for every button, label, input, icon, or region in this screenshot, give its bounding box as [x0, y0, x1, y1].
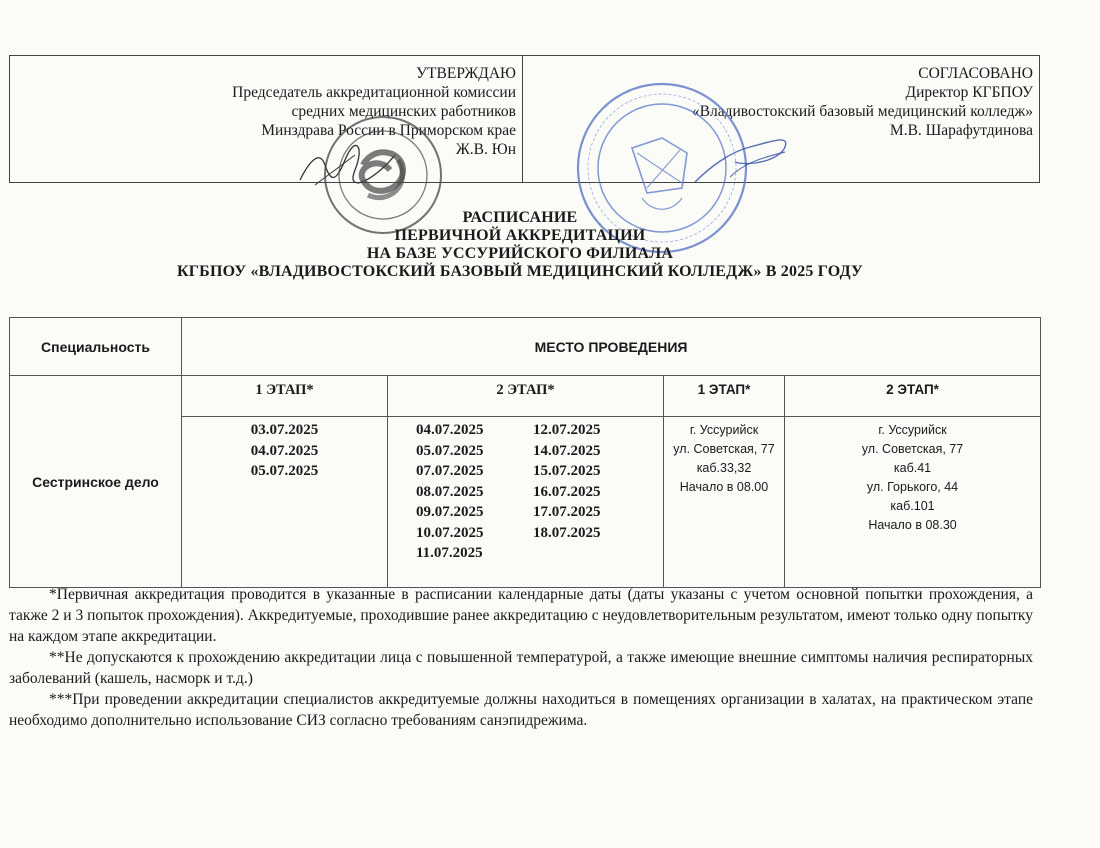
schedule-table — [9, 317, 1041, 588]
agreed-signatory: М.В. Шарафутдинова — [889, 122, 1033, 139]
date-item: 07.07.2025 — [416, 463, 484, 479]
date-item: 14.07.2025 — [533, 442, 601, 459]
approve-position-line2: средних медицинских работников — [291, 103, 516, 120]
header-place: МЕСТО ПРОВЕДЕНИЯ — [182, 318, 1041, 376]
agreed-position: Директор КГБПОУ — [905, 84, 1033, 101]
stage2-dates-list-a — [388, 420, 525, 564]
stage2-place-cell — [785, 417, 1041, 588]
approval-right — [523, 56, 1039, 182]
date-item: 18.07.2025 — [533, 524, 601, 541]
approve-position-line3: Минздрава России в Приморском крае — [261, 122, 516, 139]
date-item: 12.07.2025 — [533, 422, 601, 438]
place-line: ул. Советская, 77 — [673, 442, 775, 456]
stage1-place-cell — [664, 417, 785, 588]
approve-heading: УТВЕРЖДАЮ — [416, 65, 516, 82]
stage1-place-label: 1 ЭТАП* — [664, 376, 785, 417]
agreed-heading: СОГЛАСОВАНО — [918, 65, 1033, 82]
date-item: 05.07.2025 — [250, 463, 319, 479]
footnote-3: ***При проведении аккредитации специалистов аккредитуемые должны находиться в помещениях организации в халатах, на практическом этапе необходимо дополнительно использование СИЗ согласно требованиям санэпидрежима. — [9, 691, 1033, 729]
document-title — [0, 209, 1040, 281]
title-line-4: КГБПОУ «ВЛАДИВОСТОКСКИЙ БАЗОВЫЙ МЕДИЦИНСКИЙ КОЛЛЕДЖ» В 2025 ГОДУ — [176, 263, 863, 280]
place-line: ул. Горького, 44 — [866, 480, 959, 494]
stage1-dates-list — [182, 420, 387, 482]
place-line: каб.101 — [890, 499, 935, 513]
footnotes — [9, 584, 1033, 731]
header-specialty: Специальность — [10, 318, 182, 376]
stage2-dates-list-b — [525, 420, 601, 564]
table-header-row — [10, 318, 1041, 376]
date-item: 16.07.2025 — [533, 483, 601, 500]
stage2-dates-cell — [388, 417, 664, 588]
date-item: 09.07.2025 — [416, 504, 484, 520]
place-line: Начало в 08.30 — [868, 518, 957, 532]
title-line-2: ПЕРВИЧНОЙ АККРЕДИТАЦИИ — [394, 227, 646, 244]
table-row — [10, 376, 1041, 417]
specialty-cell: Сестринское дело — [10, 376, 182, 588]
title-line-3: НА БАЗЕ УССУРИЙСКОГО ФИЛИАЛА — [366, 245, 674, 262]
date-item: 03.07.2025 — [250, 422, 319, 438]
approval-left — [10, 56, 523, 182]
stage2-place-label: 2 ЭТАП* — [785, 376, 1041, 417]
date-item: 11.07.2025 — [416, 545, 483, 561]
approve-position-line1: Председатель аккредитационной комиссии — [232, 84, 516, 101]
date-item: 08.07.2025 — [416, 483, 484, 500]
agreed-organization: «Владивостокский базовый медицинский колледж» — [691, 103, 1033, 120]
stage2-dates-label: 2 ЭТАП* — [388, 376, 664, 417]
place-line: каб.33,32 — [696, 461, 752, 475]
place-line: г. Уссурийск — [878, 423, 947, 437]
footnote-1: *Первичная аккредитация проводится в указанные в расписании календарные даты (даты указаны с учетом основной попытки прохождения, а также 2 и 3 попыток прохождения). Аккредитуемые, проходившие ранее аккредитацию с неудовлетворительным результатом, имеют только одну попытку на каждом этапе аккредитации. — [9, 586, 1033, 645]
approval-block — [9, 55, 1040, 183]
stage1-dates-label: 1 ЭТАП* — [182, 376, 388, 417]
title-line-1: РАСПИСАНИЕ — [462, 209, 578, 226]
footnote-2: **Не допускаются к прохождению аккредитации лица с повышенной температурой, а также имеющие внешние симптомы наличия респираторных заболеваний (кашель, насморк и т.д.) — [9, 649, 1033, 687]
date-item: 10.07.2025 — [416, 524, 484, 541]
place-line: Начало в 08.00 — [679, 480, 769, 494]
date-item: 04.07.2025 — [416, 422, 484, 438]
place-line: г. Уссурийск — [689, 423, 759, 437]
date-item: 15.07.2025 — [533, 463, 601, 479]
approve-signatory: Ж.В. Юн — [455, 141, 516, 158]
date-item: 04.07.2025 — [250, 442, 319, 459]
stage1-dates-cell — [182, 417, 388, 588]
place-line: ул. Советская, 77 — [861, 442, 964, 456]
place-line: каб.41 — [893, 461, 932, 475]
date-item: 17.07.2025 — [533, 504, 601, 520]
date-item: 05.07.2025 — [416, 442, 484, 459]
